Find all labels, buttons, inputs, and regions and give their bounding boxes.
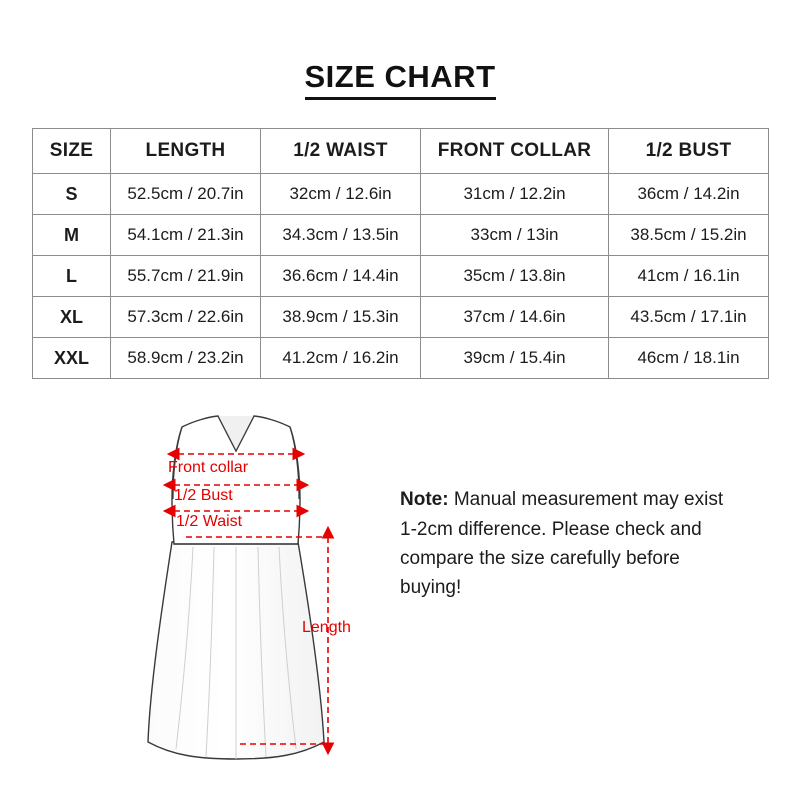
cell-half-waist: 38.9cm / 15.3in xyxy=(261,297,421,338)
label-half-waist: 1/2 Waist xyxy=(176,513,243,531)
cell-size: XXL xyxy=(33,338,111,379)
column-header-half-waist: 1/2 WAIST xyxy=(261,129,421,174)
cell-half-bust: 43.5cm / 17.1in xyxy=(609,297,769,338)
cell-front-collar: 39cm / 15.4in xyxy=(421,338,609,379)
note-lead: Note: xyxy=(400,489,449,511)
table-row xyxy=(33,256,769,297)
column-header-front-collar: FRONT COLLAR xyxy=(421,129,609,174)
table-row xyxy=(33,338,769,379)
cell-half-bust: 41cm / 16.1in xyxy=(609,256,769,297)
page-title: SIZE CHART xyxy=(305,60,496,100)
label-half-bust: 1/2 Bust xyxy=(174,487,233,505)
lower-section xyxy=(0,407,800,807)
cell-half-waist: 34.3cm / 13.5in xyxy=(261,215,421,256)
cell-half-waist: 36.6cm / 14.4in xyxy=(261,256,421,297)
table-row xyxy=(33,174,769,215)
cell-half-bust: 46cm / 18.1in xyxy=(609,338,769,379)
label-length: Length xyxy=(302,619,351,637)
cell-size: M xyxy=(33,215,111,256)
column-header-length: LENGTH xyxy=(111,129,261,174)
dress-diagram xyxy=(90,407,390,807)
cell-half-bust: 38.5cm / 15.2in xyxy=(609,215,769,256)
cell-length: 58.9cm / 23.2in xyxy=(111,338,261,379)
table-body xyxy=(33,174,769,379)
cell-front-collar: 31cm / 12.2in xyxy=(421,174,609,215)
cell-front-collar: 37cm / 14.6in xyxy=(421,297,609,338)
cell-size: L xyxy=(33,256,111,297)
cell-length: 54.1cm / 21.3in xyxy=(111,215,261,256)
title-container xyxy=(0,0,800,100)
dress-illustration-svg xyxy=(90,407,390,807)
table-header xyxy=(33,129,769,174)
cell-half-bust: 36cm / 14.2in xyxy=(609,174,769,215)
note-block xyxy=(400,485,730,603)
table-header-row xyxy=(33,129,769,174)
label-front-collar: Front collar xyxy=(168,459,249,477)
cell-length: 52.5cm / 20.7in xyxy=(111,174,261,215)
cell-length: 55.7cm / 21.9in xyxy=(111,256,261,297)
cell-size: S xyxy=(33,174,111,215)
cell-half-waist: 41.2cm / 16.2in xyxy=(261,338,421,379)
size-table-container xyxy=(32,128,768,379)
cell-size: XL xyxy=(33,297,111,338)
column-header-half-bust: 1/2 BUST xyxy=(609,129,769,174)
cell-length: 57.3cm / 22.6in xyxy=(111,297,261,338)
table-row xyxy=(33,215,769,256)
table-row xyxy=(33,297,769,338)
column-header-size: SIZE xyxy=(33,129,111,174)
cell-front-collar: 33cm / 13in xyxy=(421,215,609,256)
cell-half-waist: 32cm / 12.6in xyxy=(261,174,421,215)
note-text: Manual measurement may exist 1-2cm difference. Please check and compare the size carefully before buying! xyxy=(400,489,724,599)
cell-front-collar: 35cm / 13.8in xyxy=(421,256,609,297)
size-table xyxy=(32,128,769,379)
